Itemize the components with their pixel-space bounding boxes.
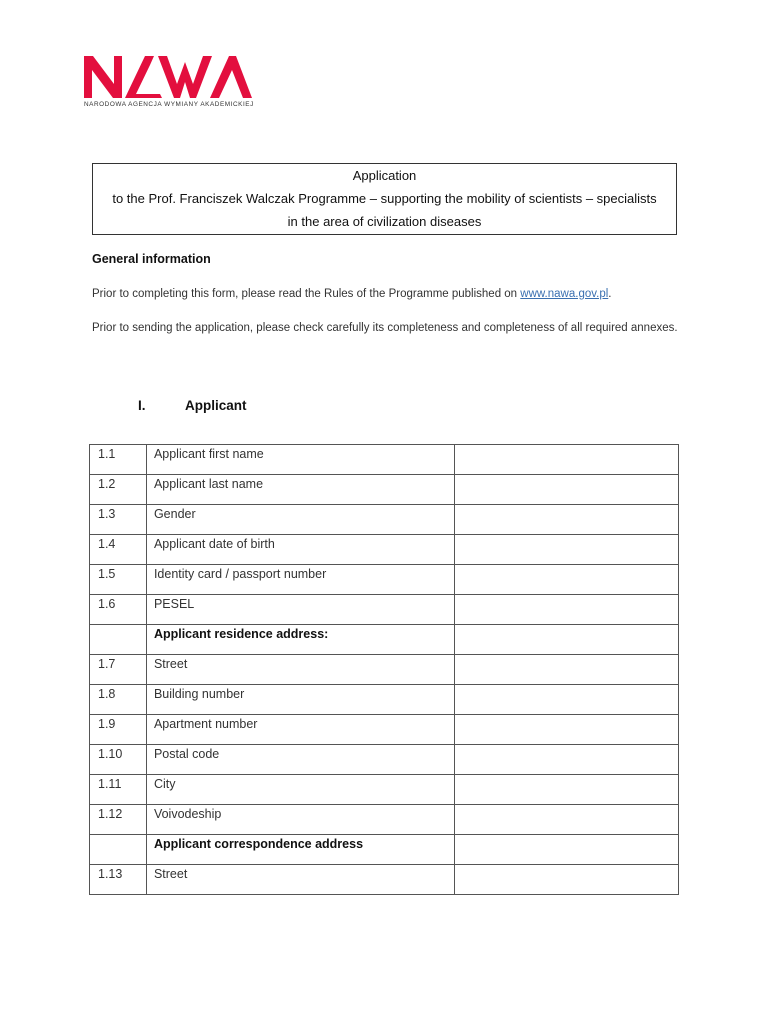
general-information-heading: General information bbox=[92, 252, 211, 266]
table-row bbox=[90, 445, 679, 475]
field-label: Street bbox=[146, 655, 455, 685]
paragraph-1-end: . bbox=[608, 288, 612, 300]
table-row bbox=[90, 655, 679, 685]
title-line-2: to the Prof. Franciszek Walczak Programme – supporting the mobility of scientists – specialists bbox=[112, 191, 657, 206]
field-label: Applicant first name bbox=[146, 445, 455, 475]
row-number: 1.4 bbox=[90, 535, 147, 565]
row-number: 1.5 bbox=[90, 565, 147, 595]
field-value-input[interactable] bbox=[455, 685, 679, 715]
row-number: 1.13 bbox=[90, 865, 147, 895]
row-number: 1.1 bbox=[90, 445, 147, 475]
section-number: I. bbox=[138, 398, 146, 413]
table-row bbox=[90, 475, 679, 505]
nawa-logo bbox=[84, 54, 252, 112]
section-title: Applicant bbox=[185, 398, 247, 413]
field-label: Identity card / passport number bbox=[146, 565, 455, 595]
field-label: Street bbox=[146, 865, 455, 895]
nawa-logo-mark bbox=[84, 54, 252, 100]
row-number: 1.8 bbox=[90, 685, 147, 715]
field-value-input[interactable] bbox=[455, 775, 679, 805]
field-value-input[interactable] bbox=[455, 505, 679, 535]
table-subheader-row bbox=[90, 835, 679, 865]
nawa-website-link[interactable]: www.nawa.gov.pl bbox=[520, 288, 609, 300]
address-subheader-label: Applicant residence address: bbox=[146, 625, 455, 655]
field-value-input[interactable] bbox=[455, 475, 679, 505]
field-value-input[interactable] bbox=[455, 655, 679, 685]
table-row bbox=[90, 865, 679, 895]
row-number: 1.3 bbox=[90, 505, 147, 535]
row-number bbox=[90, 835, 147, 865]
row-number: 1.10 bbox=[90, 745, 147, 775]
field-value-input[interactable] bbox=[455, 715, 679, 745]
field-value-input[interactable] bbox=[455, 745, 679, 775]
field-label: Gender bbox=[146, 505, 455, 535]
row-number: 1.7 bbox=[90, 655, 147, 685]
empty-cell bbox=[455, 625, 679, 655]
table-row bbox=[90, 535, 679, 565]
table-row bbox=[90, 715, 679, 745]
table-row bbox=[90, 775, 679, 805]
row-number bbox=[90, 625, 147, 655]
field-label: City bbox=[146, 775, 455, 805]
field-value-input[interactable] bbox=[455, 595, 679, 625]
instructions-paragraph-1 bbox=[92, 286, 682, 303]
table-row bbox=[90, 805, 679, 835]
application-title-box bbox=[92, 163, 677, 235]
row-number: 1.6 bbox=[90, 595, 147, 625]
title-line-3: in the area of civilization diseases bbox=[287, 214, 482, 229]
paragraph-1-text: Prior to completing this form, please read the Rules of the Programme published on bbox=[92, 288, 521, 300]
field-label: Postal code bbox=[146, 745, 455, 775]
field-value-input[interactable] bbox=[455, 445, 679, 475]
row-number: 1.12 bbox=[90, 805, 147, 835]
table-row bbox=[90, 505, 679, 535]
title-line-1: Application bbox=[352, 168, 417, 183]
row-number: 1.2 bbox=[90, 475, 147, 505]
field-label: Building number bbox=[146, 685, 455, 715]
table-row bbox=[90, 565, 679, 595]
field-label: Applicant date of birth bbox=[146, 535, 455, 565]
row-number: 1.9 bbox=[90, 715, 147, 745]
instructions-paragraph-2: Prior to sending the application, please check carefully its completeness and completeness of all required annexes. bbox=[92, 322, 678, 334]
table-row bbox=[90, 745, 679, 775]
field-label: Apartment number bbox=[146, 715, 455, 745]
field-value-input[interactable] bbox=[455, 535, 679, 565]
field-value-input[interactable] bbox=[455, 805, 679, 835]
field-label: PESEL bbox=[146, 595, 455, 625]
field-label: Applicant last name bbox=[146, 475, 455, 505]
row-number: 1.11 bbox=[90, 775, 147, 805]
field-value-input[interactable] bbox=[455, 865, 679, 895]
table-row bbox=[90, 685, 679, 715]
table-subheader-row bbox=[90, 625, 679, 655]
table-row bbox=[90, 595, 679, 625]
address-subheader-label: Applicant correspondence address bbox=[146, 835, 455, 865]
empty-cell bbox=[455, 835, 679, 865]
logo-subtitle: NARODOWA AGENCJA WYMIANY AKADEMICKIEJ bbox=[84, 101, 254, 108]
field-label: Voivodeship bbox=[146, 805, 455, 835]
applicant-form-table bbox=[89, 444, 679, 895]
field-value-input[interactable] bbox=[455, 565, 679, 595]
